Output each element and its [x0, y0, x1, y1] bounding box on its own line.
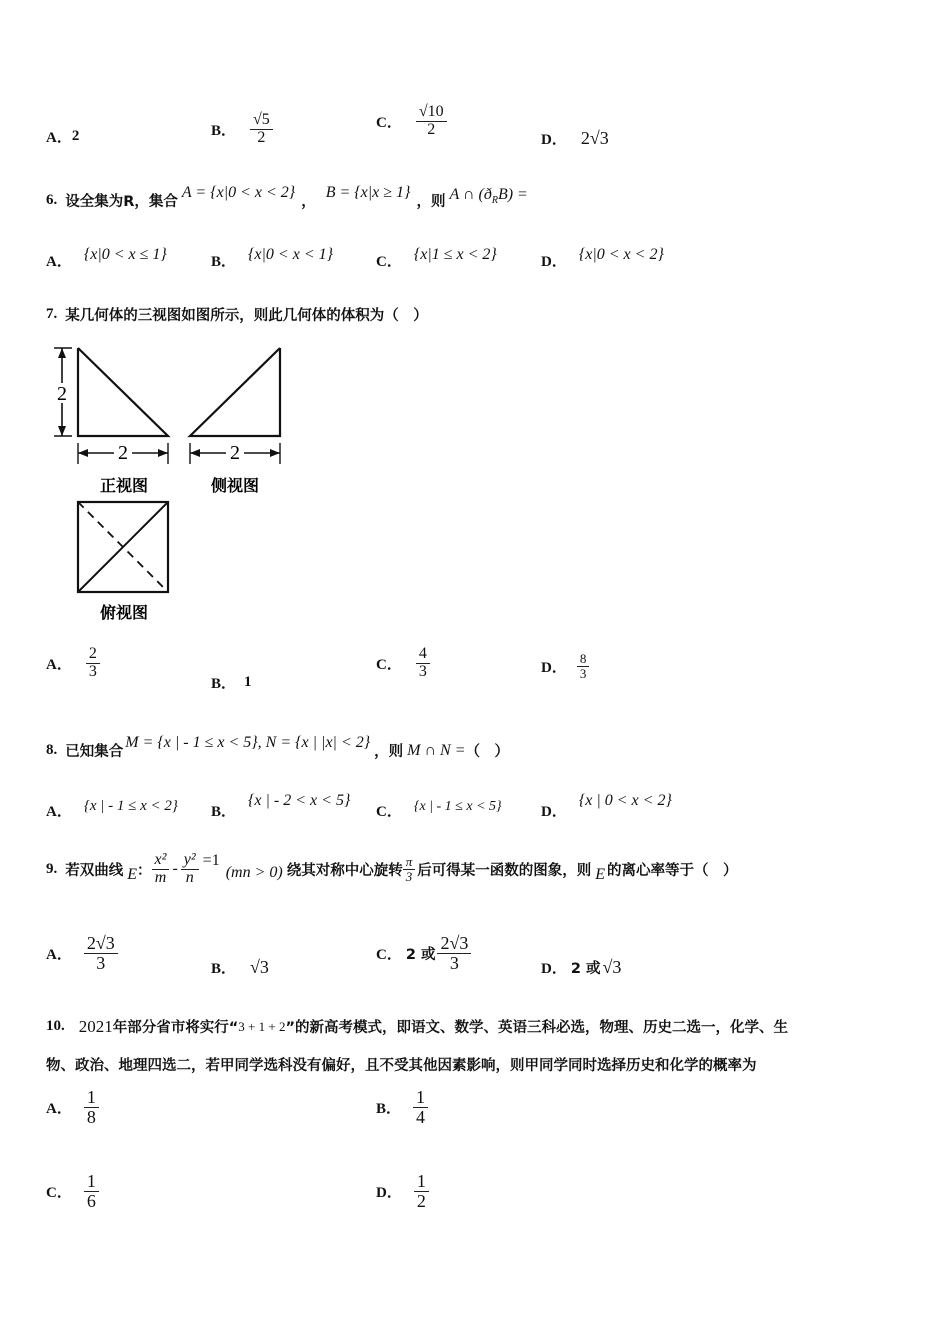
option-value: 1 [244, 674, 252, 690]
option-label: C． [376, 946, 402, 963]
option-label: A． [46, 254, 72, 270]
punctuation: ， [301, 194, 316, 210]
question-number: 9. [46, 860, 58, 877]
q10-option-a[interactable] [46, 1088, 99, 1127]
q7-option-a[interactable] [46, 646, 100, 681]
arrow-right-icon [270, 449, 280, 457]
option-label: A． [46, 1100, 72, 1117]
option-value: 2 [71, 128, 80, 144]
option-fraction [577, 652, 590, 680]
question-text: ，则 [416, 194, 446, 210]
q8-option-a[interactable] [46, 800, 178, 821]
q5-option-b[interactable] [211, 112, 273, 147]
fraction-numerator: √5 [250, 112, 273, 130]
q5-option-a[interactable] [46, 126, 79, 147]
q6-stem [46, 183, 528, 211]
question-text: 后可得某一函数的图象，则 [417, 862, 592, 879]
q9-option-d[interactable] [541, 957, 621, 978]
option-label: B． [211, 961, 237, 977]
q10-option-b[interactable] [376, 1088, 428, 1127]
q7-option-b[interactable] [211, 672, 252, 693]
minus-sign: - [172, 860, 178, 878]
option-fraction [250, 112, 273, 147]
option-label: C． [376, 114, 402, 131]
expression: M ∩ N = [407, 741, 466, 759]
question-text: ”的新高考模式，即语文、数学、英语三科必选，物理、历史二选一，化学、生 [285, 1020, 788, 1036]
arrow-right-icon [158, 449, 168, 457]
fraction-numerator: 1 [414, 1172, 429, 1192]
option-fraction [86, 646, 100, 681]
option-value: {x|0 < x < 2} [578, 245, 664, 263]
fraction-numerator: 1 [413, 1088, 428, 1108]
x-fraction [152, 852, 170, 887]
fraction-denominator: 3 [418, 662, 427, 680]
option-label: D． [541, 254, 567, 270]
q10-stem-line2 [46, 1054, 757, 1075]
question-number: 7. [46, 306, 58, 322]
set-m-n: M = {x | - 1 ≤ x < 5}, N = {x | |x| < 2} [125, 733, 371, 751]
option-value: {x|0 < x ≤ 1} [83, 245, 167, 263]
option-label: C． [376, 804, 402, 820]
option-value: {x | 0 < x < 2} [578, 791, 672, 809]
fraction-numerator: 1 [84, 1172, 99, 1192]
q10-option-d[interactable] [376, 1172, 429, 1211]
q8-option-d[interactable] [541, 791, 672, 821]
condition: (mn > 0) [225, 864, 283, 882]
year: 2021 [78, 1016, 113, 1036]
option-label: D． [541, 659, 567, 676]
option-fraction [84, 934, 118, 973]
option-prefix: 2 或 [405, 946, 436, 963]
set-b: B = {x|x ≥ 1} [325, 183, 411, 201]
fraction-denominator: 3 [449, 952, 459, 973]
exam-mode: 3 + 1 + 2 [238, 1018, 286, 1034]
option-label: C． [376, 254, 402, 270]
option-fraction [437, 934, 471, 973]
question-text: 已知集合 [65, 744, 124, 760]
front-height-label: 2 [57, 383, 67, 405]
fraction-denominator: 4 [416, 1106, 426, 1127]
option-label: A． [46, 804, 72, 820]
q7-option-c[interactable] [376, 646, 430, 681]
rotation-angle [403, 855, 416, 883]
fraction-numerator: π [403, 855, 416, 870]
fraction-numerator: 2√3 [437, 934, 471, 954]
option-label: C． [376, 656, 402, 673]
arrow-left-icon [78, 449, 88, 457]
option-value: {x | - 1 ≤ x < 5} [413, 798, 502, 814]
fraction-denominator: m [154, 868, 167, 886]
fraction-denominator: 3 [405, 868, 413, 884]
side-width-label: 2 [230, 442, 240, 464]
q9-option-c[interactable] [376, 934, 471, 973]
fraction-denominator: n [185, 868, 194, 886]
punctuation: ： [137, 862, 152, 879]
option-label: D． [541, 132, 567, 148]
q6-option-b[interactable] [211, 245, 334, 271]
fraction-numerator: 2 [86, 646, 100, 664]
option-value: √3 [602, 957, 622, 977]
fraction-denominator: 3 [579, 665, 587, 681]
question-text: ，则 [374, 744, 404, 760]
option-value: {x|0 < x < 1} [248, 245, 334, 263]
q10-option-c[interactable] [46, 1172, 99, 1211]
arrow-left-icon [190, 449, 200, 457]
option-label: B． [211, 254, 237, 270]
question-text: 某几何体的三视图如图所示，则此几何体的体积为（ ） [65, 308, 428, 324]
q7-option-d[interactable] [541, 652, 589, 680]
question-number: 6. [46, 192, 58, 208]
q8-option-b[interactable] [211, 791, 351, 821]
q6-option-d[interactable] [541, 245, 664, 271]
side-view [190, 348, 280, 495]
curve-name: E [595, 866, 606, 884]
fraction-numerator: 1 [84, 1088, 99, 1108]
q9-option-a[interactable] [46, 934, 118, 973]
expr-tail: B) = [497, 186, 528, 204]
question-number: 8. [46, 742, 58, 758]
front-view-caption: 正视图 [99, 476, 149, 495]
option-value: {x | - 2 < x < 5} [248, 791, 351, 809]
option-label: D． [541, 961, 567, 977]
q5-option-d[interactable] [541, 128, 609, 149]
q6-option-a[interactable] [46, 245, 167, 271]
expr-subscript: R [491, 195, 498, 207]
question-number: 10. [46, 1018, 65, 1034]
question-text: 年部分省市将实行“ [112, 1020, 239, 1036]
top-view [78, 502, 168, 622]
question-text: （ ） [465, 744, 509, 760]
option-value: {x | - 1 ≤ x < 2} [83, 798, 178, 814]
fraction-denominator: 2 [427, 120, 436, 138]
option-label: A． [46, 946, 72, 963]
question-text: 设全集为R，集合 [65, 194, 178, 210]
q5-option-c[interactable] [376, 104, 447, 139]
expression [449, 186, 527, 206]
expr-head: A ∩ (ð [449, 186, 492, 204]
option-fraction [414, 1172, 429, 1211]
curve-name: E [127, 866, 138, 884]
option-label: D． [376, 1184, 402, 1201]
question-text: 绕其对称中心旋转 [286, 862, 403, 879]
q6-option-c[interactable] [376, 245, 497, 271]
q7-stem [46, 304, 428, 325]
fraction-numerator: y² [181, 852, 199, 870]
fraction-numerator: 8 [577, 652, 590, 667]
y-fraction [181, 852, 199, 887]
option-label: A． [46, 130, 72, 146]
option-label: B． [211, 122, 237, 139]
top-view-caption: 俯视图 [99, 603, 149, 622]
option-prefix: 2 或 [570, 961, 601, 977]
fraction-denominator: 8 [86, 1106, 96, 1127]
front-view [54, 348, 168, 495]
fraction-denominator: 6 [86, 1190, 96, 1211]
option-fraction [84, 1088, 99, 1127]
option-fraction [84, 1172, 99, 1211]
question-text: 物、政治、地理四选二，若甲同学选科没有偏好，且不受其他因素影响，则甲同学同时选择历史和化学的概率为 [46, 1058, 757, 1074]
fraction-denominator: 3 [96, 952, 106, 973]
option-fraction [413, 1088, 428, 1127]
option-label: C． [46, 1184, 72, 1201]
option-label: B． [376, 1100, 402, 1117]
fraction-numerator: 4 [416, 646, 430, 664]
option-fraction [416, 104, 447, 139]
equals-one: =1 [202, 852, 220, 870]
option-label: B． [211, 676, 237, 692]
arrow-up-icon [58, 348, 66, 358]
fraction-denominator: 2 [257, 128, 266, 146]
option-value: {x|1 ≤ x < 2} [413, 245, 497, 263]
option-label: B． [211, 804, 237, 820]
side-view-caption: 侧视图 [210, 476, 260, 495]
option-fraction [416, 646, 430, 681]
q8-option-c[interactable] [376, 800, 502, 821]
q10-stem-line1 [46, 1016, 788, 1037]
option-value: √3 [250, 957, 269, 977]
fraction-denominator: 3 [88, 662, 97, 680]
arrow-down-icon [58, 426, 66, 436]
fraction-numerator: x² [152, 852, 170, 870]
fraction-numerator: √10 [416, 104, 447, 122]
q8-stem [46, 733, 509, 761]
question-text: 的离心率等于（ ） [607, 862, 738, 879]
fraction-denominator: 2 [416, 1190, 426, 1211]
question-text: 若双曲线 [65, 862, 124, 879]
three-view-figure [40, 340, 300, 630]
set-a: A = {x|0 < x < 2} [181, 183, 296, 201]
option-label: A． [46, 656, 72, 673]
fraction-numerator: 2√3 [84, 934, 118, 954]
q9-stem [46, 852, 738, 887]
option-label: D． [541, 804, 567, 820]
option-value: 2√3 [580, 128, 609, 148]
q9-option-b[interactable] [211, 957, 269, 978]
front-width-label: 2 [118, 442, 128, 464]
